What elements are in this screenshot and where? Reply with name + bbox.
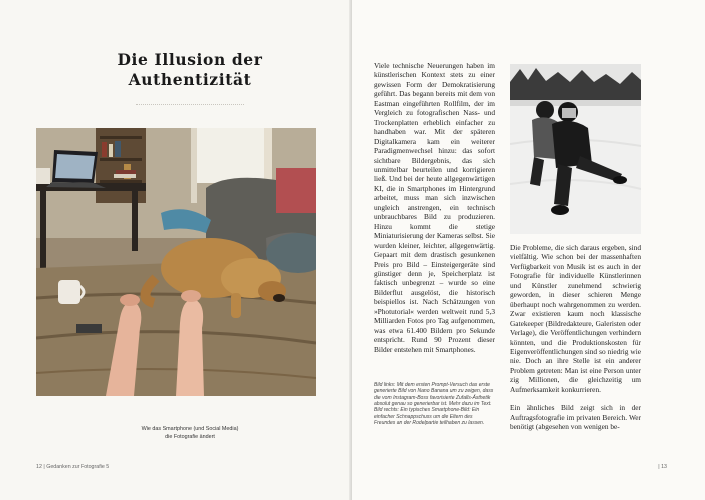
photo-caption xyxy=(100,425,280,441)
title-divider xyxy=(136,104,244,105)
caption-line-1: Wie das Smartphone (und Social Media) xyxy=(141,426,239,432)
page-number-right: | 13 xyxy=(658,464,667,470)
right-page xyxy=(352,0,705,500)
image-note: Bild links: Mit dem ersten Prompt-Versuch das erste generierte Bild von Nano Banana um zu zeigen, dass die vom Instagram-Boss favorisierte Zufalls-Ästhetik absolut genau so generierbar ist. Mehr dazu im Text. Bild rechts: Ein typisches Smartphone-Bild: Ein einfacher Schnappschuss um die Eltern des Freundes an der Rodelpartie teilhaben zu lassen. xyxy=(374,382,494,427)
body-paragraph-2: Die Probleme, die sich daraus ergeben, sind vielfältig. Wie schon bei der massenhaften Verfügbarkeit von Musik ist es auch in der Fotografie für individuelle Künstlerinnen und Künstler zunehmend schwierig geworden, in dieser schieren Menge überhaupt noch wahrgenommen zu werden. Zwar existieren kaum noch klassische Gatekeeper (Bildredakteure, Galeristen oder Verlage), die Veröffentlichungen verhindern könnten, und die Produktionskosten für Eigenveröffentlichungen sind so niedrig wie nie. Doch an ihre Stelle ist ein anderer Problem getreten: Man ist eine Person unter zig Millionen, die gleichzeitig um Aufmerksamkeit konkurrieren. xyxy=(510,243,641,394)
page-number-left: 12 | Gedanken zur Fotografie 5 xyxy=(36,464,110,470)
left-page xyxy=(0,0,352,500)
caption-line-2: die Fotografie ändert xyxy=(165,434,215,440)
body-column-right xyxy=(510,243,641,441)
body-column-left xyxy=(374,61,495,354)
snow-photo xyxy=(510,64,641,234)
body-paragraph-1: Viele technische Neuerungen haben im künstlerischen Kontext stets zu einer gewissen Form der Demokratisierung geführt. Das begann bereits mit dem von Eastman eingeführten Rollfilm, der im Vergleich zu fotografischen Nass- und Trockenplatten erheblich einfacher zu handhaben war. Mit der späteren Digitalkamera kam ein weiterer Paradigmenwechsel hinzu: das sofort sichtbare Bildergebnis, das sich unmittelbar beurteilen und korrigieren ließ. Und bei der heute allgegenwärtigen KI, die in Smartphones im Hintergrund arbeitet, muss man sich inzwischen ungleich anstrengen, ein technisch unbrauchbares Bild zu produzieren. Hinzu kommt die stetige Miniaturisierung der Kameras selbst. Sie wurden kleiner, leichter, allgegenwärtig. Gepaart mit dem drastisch gesunkenen Preis pro Bild – Einsteigergeräte sind günstiger denn je, Speicherplatz ist faktisch unbegrenzt – wurde so eine Bilderflut ausgelöst, die historisch beispiellos ist. Nach Schätzungen von »Photutorial« werden weltweit rund 5,3 Milliarden Fotos pro Tag aufgenommen, was etwa 61.400 Bildern pro Sekunde entspricht. Rund 90 Prozent dieser Bilder entstehen mit Smartphones. xyxy=(374,61,495,354)
page-title: Die Illusion der Authentizität xyxy=(117,50,263,89)
body-paragraph-3: Ein ähnliches Bild zeigt sich in der Auftragsfotografie im privaten Bereich. Wer benötigt (abgesehen von wenigen be- xyxy=(510,403,641,432)
living-room-photo xyxy=(36,128,316,396)
